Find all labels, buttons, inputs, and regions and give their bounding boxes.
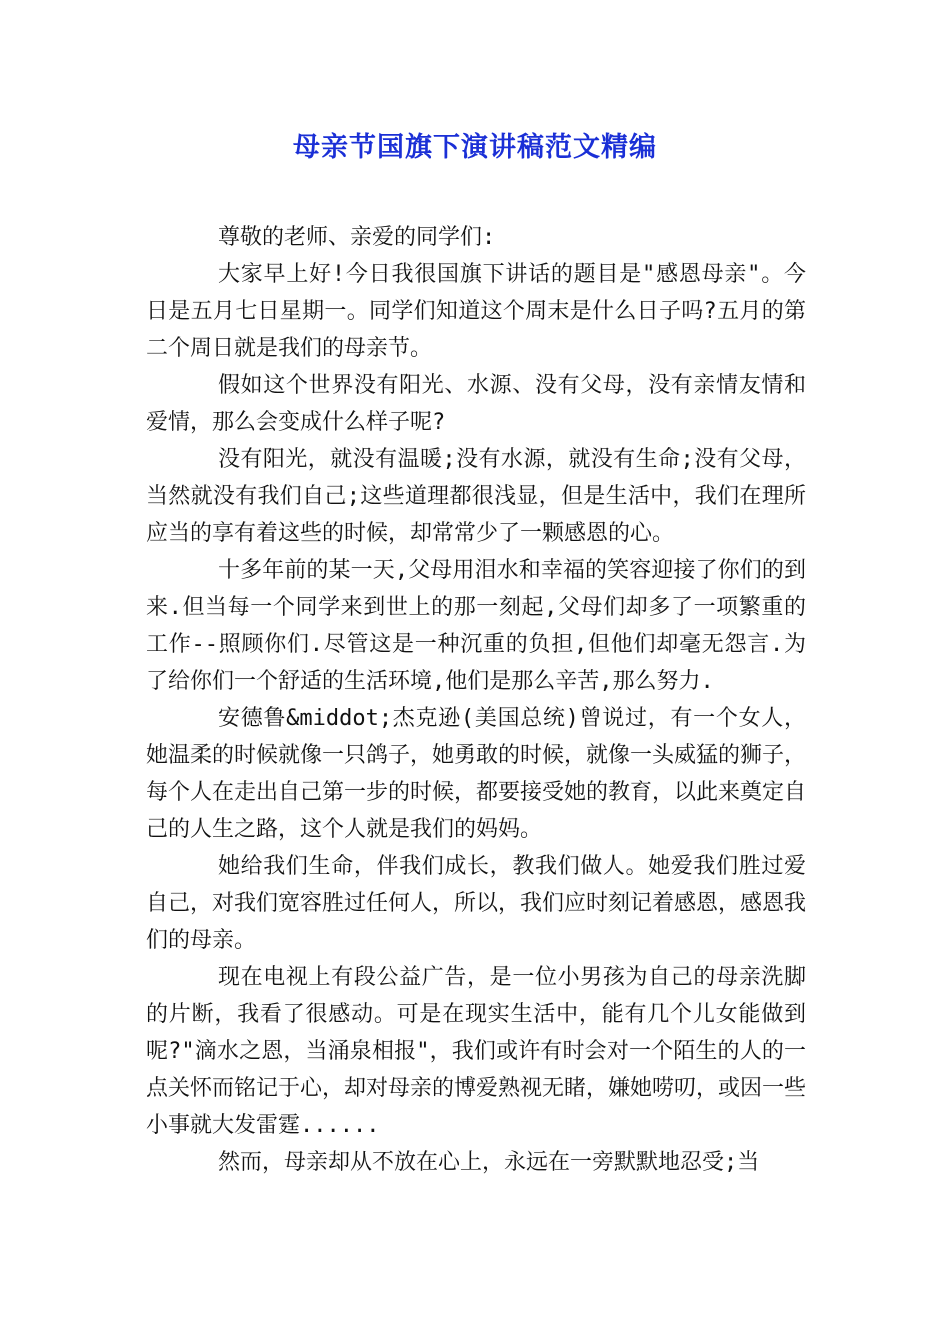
document-title: 母亲节国旗下演讲稿范文精编 — [293, 132, 657, 163]
paragraph-opening: 大家早上好!今日我很国旗下讲话的题目是"感恩母亲"。今日是五月七日星期一。同学们知道这个周末是什么日子吗?五月的第二个周日就是我们的母亲节。 — [146, 262, 806, 361]
paragraph-birth: 十多年前的某一天,父母用泪水和幸福的笑容迎接了你们的到来.但当每一个同学来到世上的那一刻起,父母们却多了一项繁重的工作--照顾你们.尽管这是一种沉重的负担,但他们却毫无怨言.为了给你们一个舒适的生活环境,他们是那么辛苦,那么努力. — [146, 558, 806, 694]
paragraph-hypothesis: 假如这个世界没有阳光、水源、没有父母，没有亲情友情和爱情，那么会变成什么样子呢? — [146, 373, 806, 435]
paragraph-however: 然而，母亲却从不放在心上，永远在一旁默默地忍受;当 — [218, 1150, 760, 1175]
paragraph-quote: 安德鲁&middot;杰克逊(美国总统)曾说过，有一个女人，她温柔的时候就像一只鸽子，她勇敢的时候，就像一头威猛的狮子，每个人在走出自己第一步的时候，都要接受她的教育，以此来奠定自己的人生之路，这个人就是我们的妈妈。 — [146, 706, 807, 842]
paragraph-mother-love: 她给我们生命，伴我们成长，教我们做人。她爱我们胜过爱自己，对我们宽容胜过任何人，所以，我们应时刻记着感恩，感恩我们的母亲。 — [146, 854, 807, 953]
paragraph-advertisement: 现在电视上有段公益广告，是一位小男孩为自己的母亲洗脚的片断，我看了很感动。可是在现实生活中，能有几个儿女能做到呢?"滴水之恩，当涌泉相报"，我们或许有时会对一个陌生的人的一点关怀而铭记于心，却对母亲的博爱熟视无睹，嫌她唠叨，或因一些小事就大发雷霆...... — [146, 965, 807, 1138]
paragraph-greeting: 尊敬的老师、亲爱的同学们: — [218, 225, 496, 250]
paragraph-gratitude: 没有阳光，就没有温暖;没有水源，就没有生命;没有父母，当然就没有我们自己;这些道理都很浅显，但是生活中，我们在理所应当的享有着这些的时候，却常常少了一颗感恩的心。 — [146, 447, 806, 546]
document-body — [146, 219, 806, 1181]
